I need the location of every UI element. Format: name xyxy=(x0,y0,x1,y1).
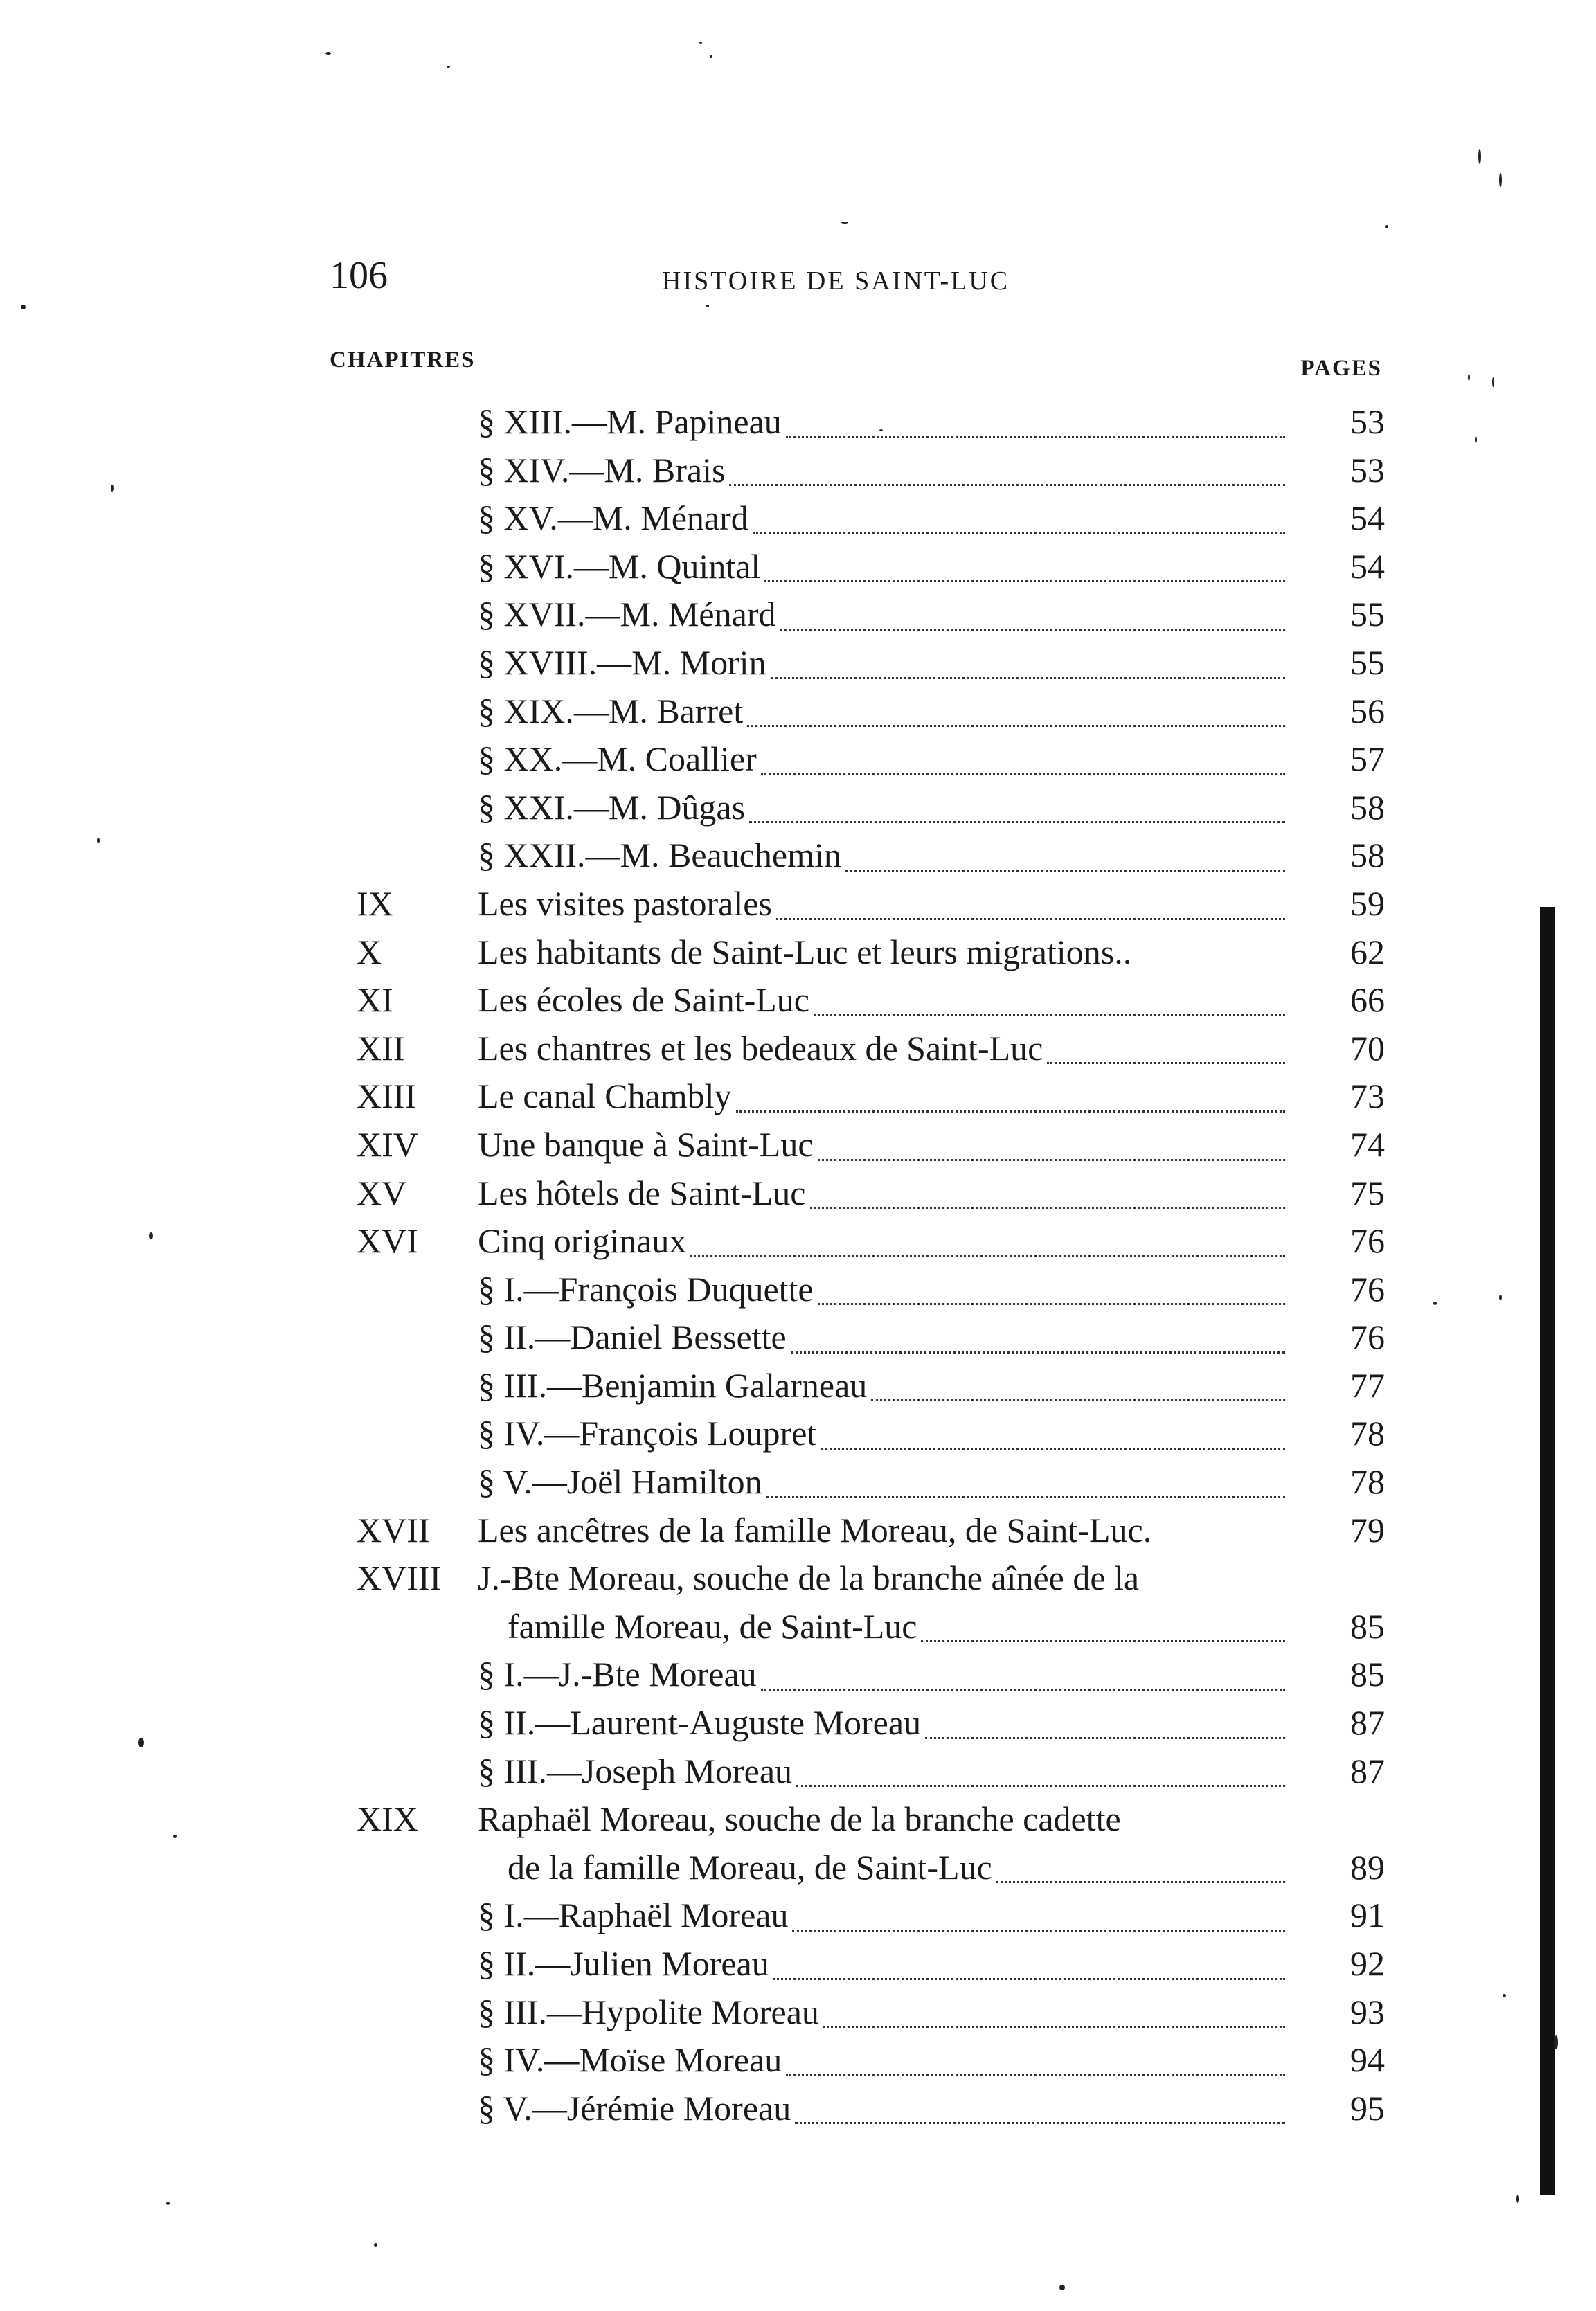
scan-speck xyxy=(879,429,883,431)
scan-speck xyxy=(1385,225,1388,228)
page-reference: 79 xyxy=(1350,1510,1385,1549)
dot-leader xyxy=(921,1640,1285,1642)
chapter-numeral: XII xyxy=(357,1028,405,1068)
scan-speck xyxy=(699,42,702,44)
column-headings xyxy=(330,339,1382,381)
chapter-numeral: XIX xyxy=(357,1799,418,1839)
entry-title: § XVII.—M. Ménard xyxy=(478,595,776,634)
dot-leader xyxy=(810,1207,1286,1209)
scan-margin-shadow xyxy=(1540,907,1555,2195)
dot-leader xyxy=(823,2026,1285,2028)
scan-speck xyxy=(166,2202,170,2205)
chapter-numeral: XI xyxy=(357,980,393,1020)
toc-row xyxy=(357,735,1385,784)
page-reference: 54 xyxy=(1350,498,1385,538)
toc-row xyxy=(357,687,1385,736)
entry-title: § II.—Julien Moreau xyxy=(478,1944,769,1983)
toc-row xyxy=(357,1458,1385,1507)
page-reference: 76 xyxy=(1350,1221,1385,1261)
toc-row xyxy=(357,1940,1385,1988)
page-number: 106 xyxy=(330,254,388,297)
toc-row xyxy=(357,1651,1385,1699)
table-of-contents xyxy=(357,398,1385,2132)
entry-title-line xyxy=(478,1025,1288,1073)
toc-row xyxy=(357,784,1385,832)
dot-leader xyxy=(749,821,1285,823)
page-reference: 92 xyxy=(1350,1944,1385,1983)
dot-leader xyxy=(771,677,1285,679)
entry-title-line xyxy=(478,1940,1288,1988)
page-reference: 66 xyxy=(1350,980,1385,1020)
entry-title: Les hôtels de Saint-Luc xyxy=(478,1173,806,1212)
toc-row xyxy=(357,880,1385,928)
toc-row xyxy=(357,1554,1385,1603)
scan-speck xyxy=(1059,2285,1065,2290)
entry-title-line xyxy=(478,928,1288,977)
chapter-numeral: XV xyxy=(357,1173,407,1212)
entry-title-line xyxy=(478,398,1288,447)
entry-title-line xyxy=(478,831,1288,880)
entry-title-line xyxy=(478,1651,1288,1699)
entry-title: § II.—Laurent-Auguste Moreau xyxy=(478,1703,922,1743)
chapter-numeral: XIII xyxy=(357,1077,417,1116)
entry-title-line xyxy=(478,976,1288,1025)
toc-row xyxy=(357,831,1385,880)
dot-leader xyxy=(791,1351,1285,1354)
entry-title-line xyxy=(478,1507,1288,1555)
entry-title-line xyxy=(478,1362,1288,1410)
entry-title: Le canal Chambly xyxy=(478,1077,732,1116)
scan-speck xyxy=(1499,1295,1502,1300)
dot-leader xyxy=(796,1785,1285,1787)
scan-speck xyxy=(1433,1302,1437,1305)
dot-leader xyxy=(821,1448,1285,1450)
page-reference: 57 xyxy=(1350,739,1385,779)
dot-leader xyxy=(818,1159,1285,1161)
page-reference: 76 xyxy=(1350,1318,1385,1357)
toc-row xyxy=(357,1025,1385,1073)
dot-leader xyxy=(1047,1062,1285,1064)
toc-row xyxy=(357,639,1385,687)
dot-leader xyxy=(729,484,1285,486)
toc-row xyxy=(357,447,1385,495)
page-reference: 89 xyxy=(1350,1847,1385,1887)
toc-row xyxy=(357,1891,1385,1940)
dot-leader xyxy=(925,1737,1285,1739)
scan-speck xyxy=(173,1835,177,1838)
scan-speck xyxy=(1492,377,1494,387)
toc-row xyxy=(357,494,1385,543)
toc-row xyxy=(357,1844,1385,1892)
page-reference: 55 xyxy=(1350,642,1385,682)
toc-row xyxy=(357,1313,1385,1362)
dot-leader xyxy=(996,1881,1285,1883)
dot-leader xyxy=(776,918,1285,920)
scan-speck xyxy=(325,52,331,55)
entry-title: § V.—Jérémie Moreau xyxy=(478,2088,791,2128)
page-reference: 74 xyxy=(1350,1124,1385,1164)
scan-speck xyxy=(447,66,450,68)
dot-leader xyxy=(761,1689,1285,1691)
entry-title-line xyxy=(508,1603,1288,1651)
entry-title: § I.—François Duquette xyxy=(478,1269,814,1309)
page-reference: 70 xyxy=(1350,1028,1385,1068)
page-reference: 75 xyxy=(1350,1173,1385,1212)
entry-title: § III.—Joseph Moreau xyxy=(478,1751,793,1790)
page-reference: 91 xyxy=(1350,1896,1385,1935)
page-reference: 76 xyxy=(1350,1269,1385,1309)
entry-title-line xyxy=(478,1072,1288,1121)
scan-speck xyxy=(1478,149,1481,164)
entry-title-line xyxy=(478,1747,1288,1796)
page-reference: 95 xyxy=(1350,2088,1385,2128)
scan-speck xyxy=(841,222,848,224)
toc-row xyxy=(357,1747,1385,1796)
dot-leader xyxy=(795,2122,1285,2124)
entry-title: Raphaël Moreau, souche de la branche cadette xyxy=(478,1799,1121,1839)
entry-title-line xyxy=(478,591,1288,639)
dot-leader xyxy=(814,1014,1285,1016)
chapter-numeral: X xyxy=(357,932,382,971)
dot-leader xyxy=(818,1303,1285,1305)
dot-leader xyxy=(690,1255,1285,1257)
entry-title: Cinq originaux xyxy=(478,1221,687,1261)
page-reference: 87 xyxy=(1350,1703,1385,1743)
entry-title: § IV.—François Loupret xyxy=(478,1414,817,1453)
entry-title: § II.—Daniel Bessette xyxy=(478,1318,787,1357)
dot-leader xyxy=(845,870,1285,872)
entry-title-line xyxy=(478,784,1288,832)
entry-title: § III.—Benjamin Galarneau xyxy=(478,1365,868,1405)
entry-title-line xyxy=(478,1458,1288,1507)
entry-title-line xyxy=(478,880,1288,928)
page-reference: 78 xyxy=(1350,1462,1385,1502)
chapter-numeral: XVIII xyxy=(357,1558,442,1598)
entry-title: famille Moreau, de Saint-Luc xyxy=(508,1606,917,1646)
dot-leader xyxy=(786,2074,1285,2076)
scan-speck xyxy=(1554,2035,1558,2049)
entry-title: Une banque à Saint-Luc xyxy=(478,1124,814,1164)
scan-speck xyxy=(1516,2195,1519,2203)
dot-leader xyxy=(766,1496,1285,1498)
toc-row xyxy=(357,1217,1385,1266)
scan-speck xyxy=(706,305,709,307)
entry-title-line xyxy=(478,1410,1288,1458)
entry-title-line xyxy=(478,1699,1288,1747)
entry-title: § XIII.—M. Papineau xyxy=(478,402,782,441)
scan-speck xyxy=(1499,173,1502,187)
entry-title: Les écoles de Saint-Luc xyxy=(478,980,809,1020)
entry-title-line xyxy=(478,2036,1288,2085)
dot-leader xyxy=(871,1399,1285,1401)
toc-row xyxy=(357,1121,1385,1169)
scan-speck xyxy=(97,838,100,843)
entry-title-line xyxy=(478,543,1288,591)
entry-title: § XXII.—M. Beauchemin xyxy=(478,836,841,875)
entry-title-line xyxy=(478,1169,1288,1218)
toc-row xyxy=(357,1507,1385,1555)
chapter-numeral: XVI xyxy=(357,1221,418,1261)
entry-title: Les ancêtres de la famille Moreau, de Saint-Luc. xyxy=(478,1510,1152,1549)
page-reference: 53 xyxy=(1350,450,1385,489)
toc-row xyxy=(357,976,1385,1025)
toc-row xyxy=(357,398,1385,447)
dot-leader xyxy=(792,1930,1285,1932)
toc-row xyxy=(357,1603,1385,1651)
page-reference: 73 xyxy=(1350,1077,1385,1116)
entry-title: de la famille Moreau, de Saint-Luc xyxy=(508,1847,992,1887)
page-reference: 87 xyxy=(1350,1751,1385,1790)
entry-title: § XVIII.—M. Morin xyxy=(478,642,766,682)
entry-title-line xyxy=(478,494,1288,543)
chapter-numeral: XVII xyxy=(357,1510,430,1549)
page-reference: 58 xyxy=(1350,787,1385,827)
entry-title: § I.—Raphaël Moreau xyxy=(478,1896,789,1935)
entry-title: § XIV.—M. Brais xyxy=(478,450,726,489)
scan-speck xyxy=(374,2243,377,2247)
toc-row xyxy=(357,543,1385,591)
entry-title-line xyxy=(478,1795,1288,1844)
entry-title-line xyxy=(508,1844,1288,1892)
toc-row xyxy=(357,1266,1385,1314)
scan-speck xyxy=(1475,436,1477,443)
entry-title: § XX.—M. Coallier xyxy=(478,739,757,779)
toc-row xyxy=(357,1072,1385,1121)
entry-title-line xyxy=(478,639,1288,687)
page-reference: 54 xyxy=(1350,546,1385,586)
scan-speck xyxy=(138,1738,144,1747)
entry-title: Les habitants de Saint-Luc et leurs migrations.. xyxy=(478,932,1132,971)
dot-leader xyxy=(773,1978,1285,1980)
entry-title-line xyxy=(478,2085,1288,2133)
entry-title: § XVI.—M. Quintal xyxy=(478,546,761,586)
dot-leader xyxy=(761,773,1285,775)
page-reference: 58 xyxy=(1350,836,1385,875)
page-reference: 56 xyxy=(1350,691,1385,730)
scan-speck xyxy=(111,485,114,492)
running-title: HISTOIRE DE SAINT-LUC xyxy=(662,267,1010,296)
page-reference: 62 xyxy=(1350,932,1385,971)
page-reference: 77 xyxy=(1350,1365,1385,1405)
scan-speck xyxy=(1468,374,1470,381)
dot-leader xyxy=(780,629,1285,631)
page-reference: 78 xyxy=(1350,1414,1385,1453)
entry-title-line xyxy=(478,1121,1288,1169)
pages-heading: PAGES xyxy=(1300,356,1382,381)
toc-row xyxy=(357,1169,1385,1218)
entry-title: § XIX.—M. Barret xyxy=(478,691,744,730)
entry-title-line xyxy=(478,1217,1288,1266)
entry-title: § I.—J.-Bte Moreau xyxy=(478,1655,757,1694)
entry-title: Les chantres et les bedeaux de Saint-Luc xyxy=(478,1028,1043,1068)
entry-title-line xyxy=(478,687,1288,736)
entry-title-line xyxy=(478,447,1288,495)
page-reference: 85 xyxy=(1350,1655,1385,1694)
dot-leader xyxy=(764,580,1285,582)
scan-speck xyxy=(1503,1994,1506,1997)
toc-row xyxy=(357,591,1385,639)
dot-leader xyxy=(786,436,1285,438)
page-reference: 53 xyxy=(1350,402,1385,441)
page-reference: 55 xyxy=(1350,595,1385,634)
dot-leader xyxy=(747,725,1285,727)
toc-row xyxy=(357,1362,1385,1410)
chapter-numeral: IX xyxy=(357,883,393,923)
entry-title: § XV.—M. Ménard xyxy=(478,498,748,538)
scan-speck xyxy=(21,305,26,309)
entry-title: § III.—Hypolite Moreau xyxy=(478,1992,819,2031)
entry-title: Les visites pastorales xyxy=(478,883,772,923)
chapters-heading: CHAPITRES xyxy=(330,348,476,372)
dot-leader xyxy=(736,1110,1285,1113)
entry-title: J.-Bte Moreau, souche de la branche aînée de la xyxy=(478,1558,1140,1598)
page-header xyxy=(330,248,1396,303)
entry-title-line xyxy=(478,1988,1288,2037)
entry-title-line xyxy=(478,735,1288,784)
toc-row xyxy=(357,1410,1385,1458)
page-reference: 59 xyxy=(1350,883,1385,923)
page-reference: 85 xyxy=(1350,1606,1385,1646)
toc-row xyxy=(357,1795,1385,1844)
entry-title: § XXI.—M. Dûgas xyxy=(478,787,746,827)
entry-title: § IV.—Moïse Moreau xyxy=(478,2040,782,2080)
entry-title: § V.—Joël Hamilton xyxy=(478,1462,762,1502)
dot-leader xyxy=(753,532,1285,534)
chapter-numeral: XIV xyxy=(357,1124,418,1164)
toc-row xyxy=(357,928,1385,977)
entry-title-line xyxy=(478,1266,1288,1314)
entry-title-line xyxy=(478,1313,1288,1362)
page-reference: 94 xyxy=(1350,2040,1385,2080)
toc-row xyxy=(357,1988,1385,2037)
entry-title-line xyxy=(478,1891,1288,1940)
page-reference: 93 xyxy=(1350,1992,1385,2031)
scan-speck xyxy=(710,55,712,58)
scan-speck xyxy=(149,1232,153,1239)
entry-title-line xyxy=(478,1554,1288,1603)
toc-row xyxy=(357,2036,1385,2085)
toc-row xyxy=(357,1699,1385,1747)
toc-row xyxy=(357,2085,1385,2133)
